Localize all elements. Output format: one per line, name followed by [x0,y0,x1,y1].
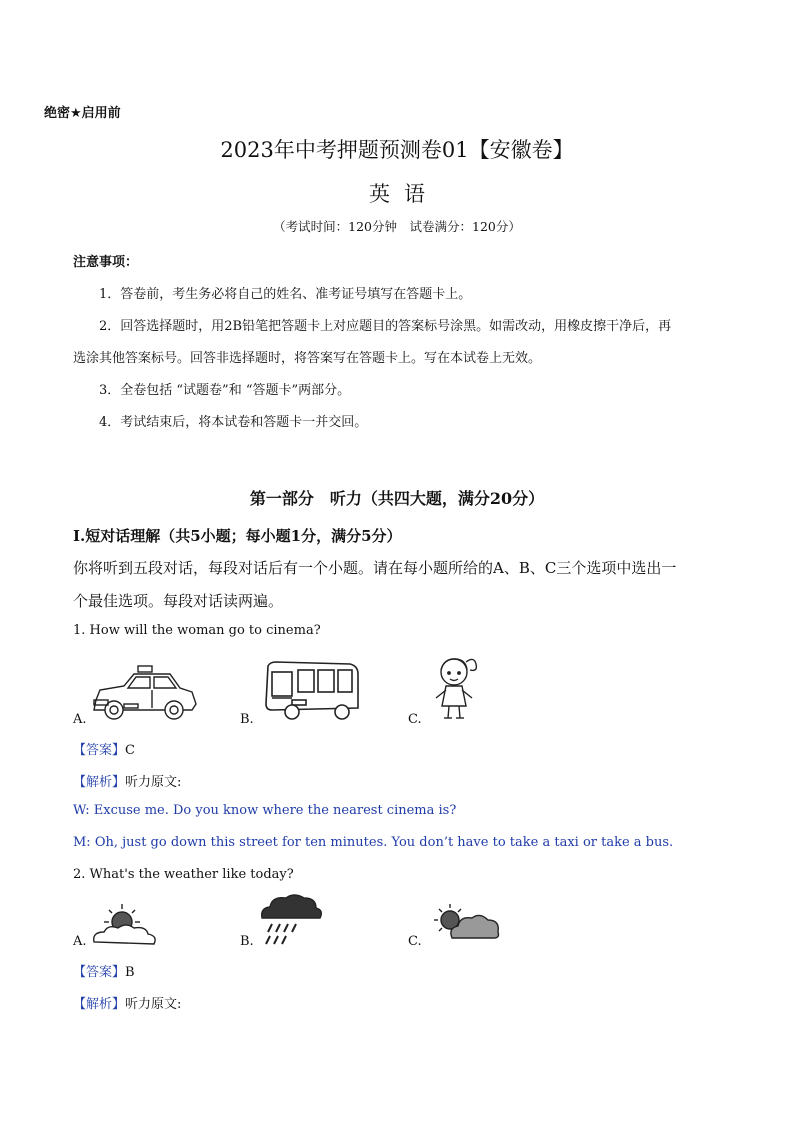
rain-cloud-icon [258,892,324,946]
q1-answer-value: C [125,743,135,758]
q2-option-c-label: C. [408,934,422,949]
note-item-1: 1．答卷前，考生务必将自己的姓名、准考证号填写在答题卡上。 [99,287,472,302]
exam-title: 2023年中考押题预测卷01【安徽卷】 [220,138,574,162]
q1-option-b-label: B. [240,712,254,727]
q2-answer-label: 【答案】 [73,965,126,980]
q1-dialog-line-1: W: Excuse me. Do you know where the nearest cinema is? [73,803,457,818]
q1-analysis-label: 【解析】 [73,775,126,790]
instruction-line-1: 你将听到五段对话，每段对话后有一个小题。请在每小题所给的A、B、C三个选项中选出一 [73,559,677,577]
q2-option-a-label: A. [73,934,87,949]
question-1-text: 1. How will the woman go to cinema? [73,623,321,638]
section-one-title: Ⅰ.短对话理解（共5小题；每小题1分，满分5分） [73,527,402,545]
notes-title: 注意事项： [73,255,139,270]
walking-girl-icon [428,652,484,722]
sun-behind-cloud-icon [90,902,160,948]
partly-cloudy-icon [428,900,502,944]
subject-title: 英语 [369,182,439,206]
note-item-3: 3．全卷包括 “试题卷”和 “答题卡”两部分。 [99,383,351,398]
q2-option-b-label: B. [240,934,254,949]
q1-analysis [73,771,181,790]
part-one-title: 第一部分 听力（共四大题，满分20分） [249,489,545,508]
q1-option-c-label: C. [408,712,422,727]
note-item-2-cont: 选涂其他答案标号。回答非选择题时，将答案写在答题卡上。写在本试卷上无效。 [73,351,542,366]
bus-icon [262,660,362,720]
q1-dialog-line-2: M: Oh, just go down this street for ten minutes. You don’t have to take a taxi or take a bus. [73,835,674,850]
q2-analysis [73,993,181,1012]
q2-answer-value: B [125,965,135,980]
question-2-text: 2. What's the weather like today? [73,867,294,882]
q2-analysis-label: 【解析】 [73,997,126,1012]
q2-answer [73,961,135,980]
q1-answer-label: 【答案】 [73,743,126,758]
q1-answer [73,739,135,758]
taxi-icon [88,664,200,722]
confidential-label: 绝密★启用前 [44,106,121,121]
q2-analysis-text: 听力原文: [125,997,182,1012]
note-item-2: 2．回答选择题时，用2B铅笔把答题卡上对应题目的答案标号涂黑。如需改动，用橡皮擦干净后，再 [99,319,672,334]
q1-option-a-label: A. [73,712,87,727]
note-item-4: 4．考试结束后，将本试卷和答题卡一并交回。 [99,415,368,430]
exam-info: （考试时间：120分钟 试卷满分：120分） [273,219,521,234]
q1-analysis-text: 听力原文: [125,775,182,790]
instruction-line-2: 个最佳选项。每段对话读两遍。 [73,592,284,610]
